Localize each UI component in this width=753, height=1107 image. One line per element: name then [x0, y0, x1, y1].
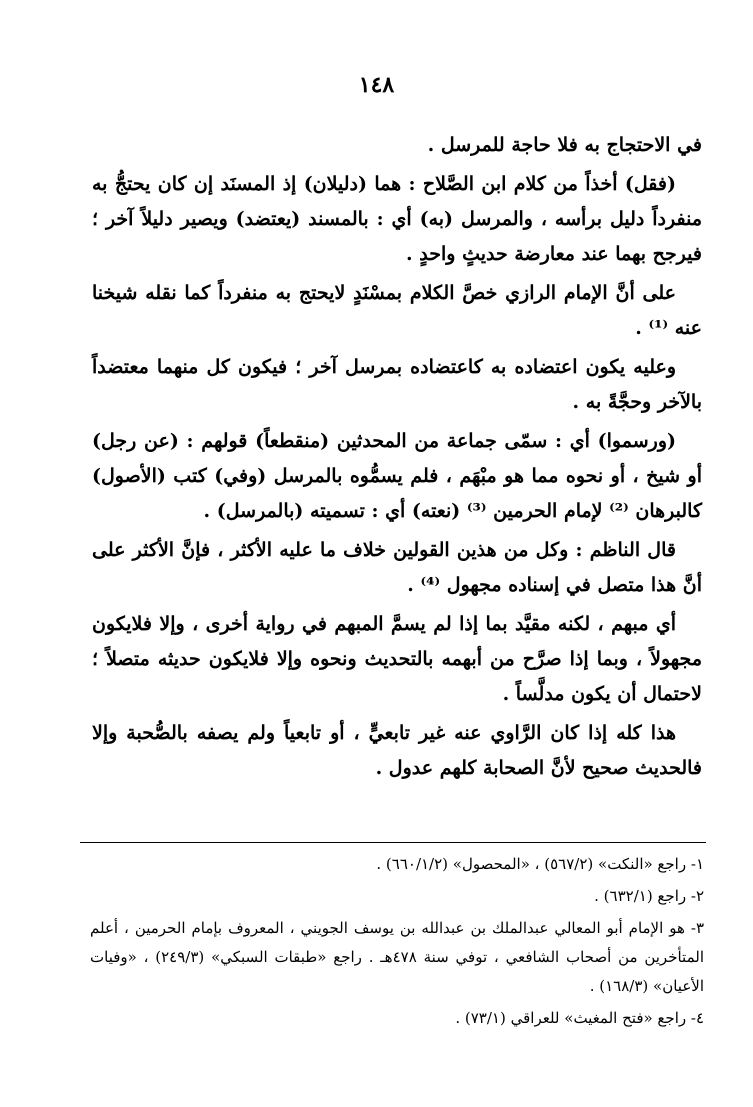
paragraph-8: هذا كله إذا كان الرَّاوي عنه غير تابعيٍّ ، أو تابعياً ولم يصفه بالصُّحبة وإلا فالحديث صحيح لأنَّ الصحابة كلهم عدول .: [92, 722, 702, 779]
footnotes: [90, 850, 704, 1036]
paragraph-5: (ورسموا) أي : سمّى جماعة من المحدثين (منقطعاً) قولهم : (عن رجل) أو شيخ ، أو نحوه مما هو مبْهَم ، فلم يسمُّوه بالمرسل (وفي) كتب (الأصول) كالبرهان ⁽²⁾ لإمام الحرمين ⁽³⁾ (نعته) أي : تسميته (بالمرسل) .: [92, 430, 702, 522]
footnote-1: ١- راجع «النكت» (٥٦٧/٢) ، «المحصول» (٦٦٠/١/٢) .: [376, 855, 704, 873]
main-text: [92, 128, 702, 790]
paragraph-6: قال الناظم : وكل من هذين القولين خلاف ما عليه الأكثر ، فإنَّ الأكثر على أنَّ هذا متصل في إسناده مجهول ⁽⁴⁾ .: [92, 539, 702, 596]
footnote-3: ٣- هو الإمام أبو المعالي عبدالملك بن عبدالله بن يوسف الجويني ، المعروف بإمام الحرمين ، أعلم المتأخرين من أصحاب الشافعي ، توفي سنة ٤٧٨هـ . راجع «طبقات السبكي» (٢٤٩/٣) ، «وفيات الأعيان» (١٦٨/٣) .: [90, 919, 704, 995]
footnote-2: ٢- راجع (٦٣٢/١) .: [594, 887, 704, 905]
footnote-4: ٤- راجع «فتح المغيث» للعراقي (٧٣/١) .: [455, 1009, 704, 1027]
footnote-divider: [80, 842, 706, 843]
paragraph-7: أي مبهم ، لكنه مقيَّد بما إذا لم يسمَّ المبهم في رواية أخرى ، وإلا فلايكون مجهولاً ، وبما إذا صرَّح من أبهمه بالتحديث ونحوه وإلا فلايكون حديثه متصلاً ؛ لاحتمال أن يكون مدلَّساً .: [92, 613, 702, 705]
page-number: ١٤٨: [358, 72, 395, 98]
paragraph-1: في الاحتجاج به فلا حاجة للمرسل .: [427, 134, 702, 156]
paragraph-4: وعليه يكون اعتضاده به كاعتضاده بمرسل آخر ؛ فيكون كل منهما معتضداً بالآخر وحجَّةً به .: [92, 356, 702, 413]
paragraph-2: (فقل) أخذاً من كلام ابن الصَّلاح : هما (دليلان) إذ المسنَد إن كان يحتجُّ به منفرداً دليل برأسه ، والمرسل (به) أي : بالمسند (يعتضد) ويصير دليلاً آخر ؛ فيرجح بهما عند معارضة حديثٍ واحدٍ .: [92, 173, 702, 265]
paragraph-3: على أنَّ الإمام الرازي خصَّ الكلام بمسْنَدٍ لايحتج به منفرداً كما نقله شيخنا عنه ⁽¹⁾ .: [92, 282, 702, 339]
